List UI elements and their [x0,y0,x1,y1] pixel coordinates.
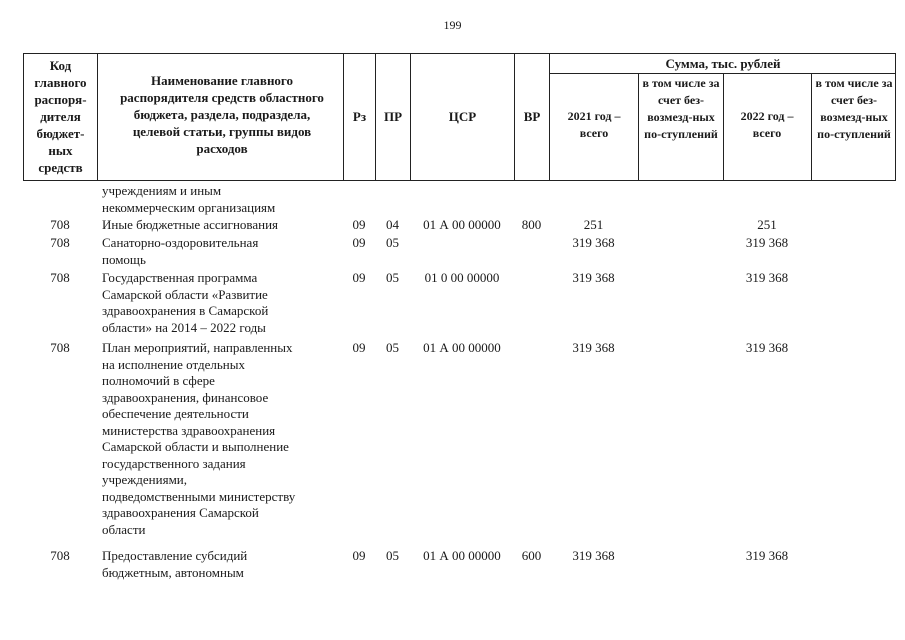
row-code: 708 [50,217,70,232]
row-pr: 05 [386,270,399,285]
row-pr: 05 [386,548,399,563]
row-rz: 09 [352,217,366,232]
row-sum-2021: 251 [583,217,604,232]
row-sum-2022: 319 368 [745,548,789,563]
row-name: Предоставление субсидий бюджетным, автономным [102,548,248,580]
row-name: Государственная программа Самарской области «Развитие здравоохранения в Самарской области» на 2014 – 2022 годы [102,270,269,335]
row-rz: 09 [352,270,366,285]
row-sum-2022: 251 [757,217,777,232]
row-code: 708 [50,235,70,250]
row-rz: 09 [352,548,366,563]
row-sum-2021: 319 368 [572,548,615,563]
header-rz: Рз [352,109,367,124]
row-rz: 09 [352,340,366,355]
row-vr: 600 [521,548,542,563]
row-name: Санаторно-оздоровительная помощь [102,235,259,267]
row-name: учреждениям и иным некоммерческим организациям [102,183,276,215]
header-2021-total: 2021 год – всего [567,109,621,140]
header-name: Наименование главного распорядителя средств областного бюджета, раздела, подраздела, целевой статьи, группы видов расходов [120,73,324,156]
row-csr: 01 А 00 00000 [423,217,501,232]
header-csr: ЦСР [448,109,477,124]
row-sum-2022: 319 368 [745,340,789,355]
row-pr: 04 [386,217,399,232]
header-2022-free: в том числе за счет без-возмезд-ных по-ступлений [815,76,893,141]
row-csr: 01 0 00 00000 [424,270,500,285]
row-pr: 05 [386,235,399,250]
divider [811,74,812,181]
row-rz: 09 [352,235,366,250]
row-csr: 01 А 00 00000 [423,548,501,563]
row-code: 708 [50,548,70,563]
header-vr: ВР [523,109,541,124]
page-number: 199 [443,18,462,32]
header-sum: Сумма, тыс. рублей [665,56,781,71]
row-sum-2021: 319 368 [572,340,615,355]
row-name: Иные бюджетные ассигнования [102,217,279,232]
row-sum-2022: 319 368 [745,235,789,250]
row-pr: 05 [386,340,399,355]
divider [723,74,724,181]
row-sum-2021: 319 368 [572,235,615,250]
row-code: 708 [50,270,70,285]
row-code: 708 [50,340,70,355]
divider [97,53,98,181]
divider [638,74,639,181]
row-vr: 800 [521,217,542,232]
row-name: План мероприятий, направленных на исполнение отдельных полномочий в сфере здравоохранения, финансовое обеспечение деятельности министерства здравоохранения Самарской области и выполнение государственного задания учреждениями, подведомственными министерству здравоохранения Самарской области [102,340,296,537]
row-sum-2022: 319 368 [745,270,789,285]
header-code: Код главного распоря-дителя бюджет-ных средств [34,58,87,175]
header-pr: ПР [383,109,403,124]
header-2022-total: 2022 год – всего [740,109,794,140]
row-csr: 01 А 00 00000 [423,340,501,355]
row-sum-2021: 319 368 [572,270,615,285]
header-2021-free: в том числе за счет без-возмезд-ных по-ступлений [642,76,720,141]
